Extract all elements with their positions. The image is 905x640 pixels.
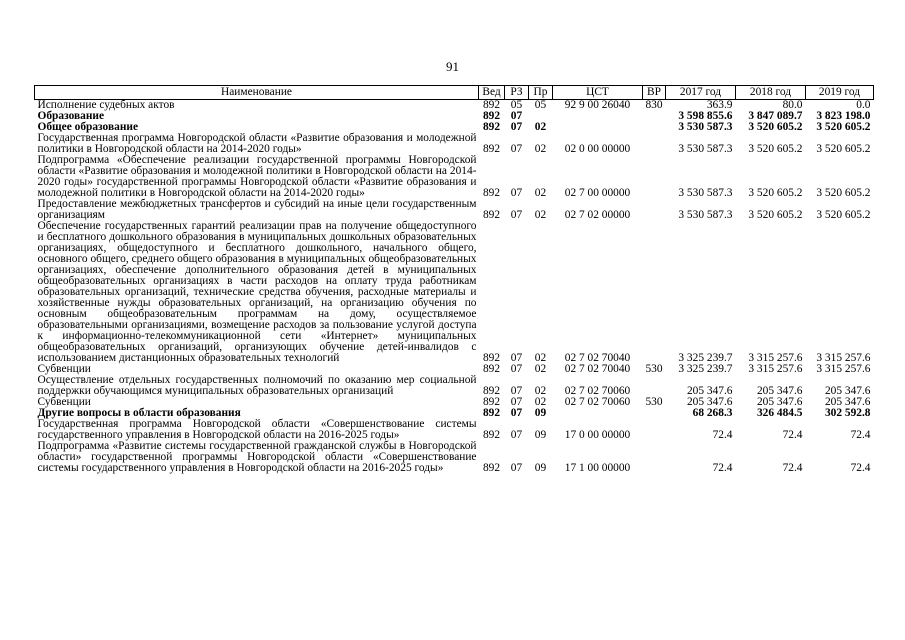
- row-2018: 72.4: [782, 429, 803, 441]
- row-2019: 3 520 605.2: [816, 122, 871, 133]
- row-cst: 92 9 00 26040: [564, 99, 631, 111]
- row-ved: 892: [482, 111, 501, 122]
- page-number: 91: [446, 59, 459, 74]
- row-rz: 07: [510, 122, 523, 133]
- row-2017: 72.4: [712, 429, 733, 441]
- row-2017: 3 530 587.3: [678, 122, 733, 133]
- row-name: Образование: [37, 110, 105, 122]
- row-pr: 02: [534, 364, 547, 375]
- row-2018: 80.0: [782, 99, 803, 111]
- table-row: [35, 441, 874, 474]
- row-cst: 02 7 02 70040: [564, 352, 631, 364]
- row-rz: 07: [510, 364, 523, 375]
- row-pr: 09: [534, 462, 547, 474]
- row-pr: 09: [534, 408, 547, 419]
- row-name: Подпрограмма «Развитие системы государственной гражданской службы в Новгородской области» государственной программы Новгородской области «Совершенствование системы государственного управления в Новгородской области на 2016-2025 годы»: [37, 440, 477, 474]
- row-name: Общее образование: [37, 121, 139, 133]
- table-row: [35, 100, 874, 112]
- row-2019: 0.0: [856, 99, 871, 111]
- row-2017: 3 598 855.6: [678, 111, 733, 122]
- row-2017: 72.4: [712, 462, 733, 474]
- row-vr: [643, 375, 666, 397]
- row-2019: 72.4: [850, 462, 871, 474]
- row-vr: [643, 441, 666, 474]
- row-rz: 07: [510, 209, 523, 221]
- row-rz: 07: [510, 111, 523, 122]
- row-ved: 892: [482, 385, 501, 397]
- table-row: [35, 221, 874, 364]
- row-name: Другие вопросы в области образования: [37, 407, 241, 419]
- row-2018: 205 347.6: [756, 385, 803, 397]
- row-2019: 302 592.8: [824, 408, 871, 419]
- col-header-name: Наименование: [35, 86, 479, 100]
- table-row: [35, 111, 874, 122]
- row-name: Государственная программа Новгородской области «Совершенствование системы государственного управления в Новгородской области на 2016-2025 годы»: [37, 418, 477, 441]
- row-2018: 3 520 605.2: [748, 122, 803, 133]
- row-2018: 205 347.6: [756, 397, 803, 408]
- table-row: [35, 419, 874, 441]
- row-cst: [553, 111, 643, 122]
- row-cst: 17 1 00 00000: [564, 462, 631, 474]
- row-pr: 02: [534, 385, 547, 397]
- row-ved: 892: [482, 364, 501, 375]
- row-rz: 07: [510, 187, 523, 199]
- row-vr: [643, 221, 666, 364]
- row-ved: 892: [482, 99, 501, 111]
- row-name: Субвенции: [37, 363, 91, 375]
- row-vr: [643, 199, 666, 221]
- budget-table: [34, 85, 874, 474]
- row-pr: 02: [534, 397, 547, 408]
- row-2019: 205 347.6: [824, 397, 871, 408]
- row-vr: [643, 122, 666, 133]
- row-cst: 02 7 02 00000: [564, 209, 631, 221]
- row-ved: 892: [482, 462, 501, 474]
- row-ved: 892: [482, 122, 501, 133]
- col-header-2017: 2017 год: [666, 86, 736, 100]
- row-rz: 07: [510, 397, 523, 408]
- row-2018: 3 520 605.2: [748, 209, 803, 221]
- row-pr: 02: [534, 122, 547, 133]
- row-2017: 3 325 239.7: [678, 352, 733, 364]
- row-2017: 3 325 239.7: [678, 364, 733, 375]
- row-name: Государственная программа Новгородской области «Развитие образования и молодежной политики в Новгородской области на 2014-2020 годы»: [37, 132, 477, 155]
- row-vr: 530: [645, 364, 663, 375]
- col-header-2019: 2019 год: [806, 86, 874, 100]
- row-2018: 326 484.5: [756, 408, 803, 419]
- row-vr: [643, 111, 666, 122]
- col-header-rz: РЗ: [505, 86, 529, 100]
- row-cst: 02 7 02 70060: [564, 397, 631, 408]
- table-row: [35, 133, 874, 155]
- row-vr: [643, 408, 666, 419]
- row-name: Осуществление отдельных государственных полномочий по оказанию мер социальной поддержки обучающимся муниципальных образовательных организаций: [37, 374, 477, 397]
- row-2017: 68 268.3: [692, 408, 733, 419]
- row-2017: 3 530 587.3: [678, 209, 733, 221]
- table-header-row: [35, 86, 874, 100]
- row-2018: 3 847 089.7: [748, 111, 803, 122]
- row-rz: 07: [510, 143, 523, 155]
- row-pr: 02: [534, 209, 547, 221]
- row-2017: 3 530 587.3: [678, 187, 733, 199]
- row-pr: [529, 111, 553, 122]
- row-vr: 830: [645, 99, 663, 111]
- row-ved: 892: [482, 397, 501, 408]
- row-2017: 3 530 587.3: [678, 143, 733, 155]
- row-2019: 3 315 257.6: [816, 364, 871, 375]
- row-cst: 02 7 02 70060: [564, 385, 631, 397]
- row-2019: 3 520 605.2: [816, 187, 871, 199]
- row-2018: 72.4: [782, 462, 803, 474]
- row-name: Подпрограмма «Обеспечение реализации государственной программы Новгородской области «Развитие образования и молодежной политики в Новгородской области на 2014-2020 годы» государственной программы Новгородской области «Развитие образования и молодежной политики в Новгородской области на 2014-2020 годы»: [37, 154, 477, 199]
- row-name: Исполнение судебных актов: [37, 99, 175, 111]
- row-pr: 02: [534, 143, 547, 155]
- row-pr: 05: [534, 99, 547, 111]
- row-rz: 07: [510, 385, 523, 397]
- row-name: Предоставление межбюджетных трансфертов и субсидий на иные цели государственным организациям: [37, 198, 477, 221]
- row-ved: 892: [482, 408, 501, 419]
- row-cst: [553, 408, 643, 419]
- row-ved: 892: [482, 143, 501, 155]
- row-cst: [553, 122, 643, 133]
- row-rz: 07: [510, 352, 523, 364]
- col-header-vr: ВР: [643, 86, 666, 100]
- row-pr: 09: [534, 429, 547, 441]
- row-rz: 05: [510, 99, 523, 111]
- row-pr: 02: [534, 352, 547, 364]
- row-2018: 3 520 605.2: [748, 187, 803, 199]
- row-vr: [643, 419, 666, 441]
- row-ved: 892: [482, 429, 501, 441]
- row-2018: 3 315 257.6: [748, 364, 803, 375]
- row-2018: 3 315 257.6: [748, 352, 803, 364]
- row-vr: 530: [645, 397, 663, 408]
- row-2017: 205 347.6: [686, 385, 733, 397]
- col-header-2018: 2018 год: [736, 86, 806, 100]
- row-pr: 02: [534, 187, 547, 199]
- row-ved: 892: [482, 209, 501, 221]
- col-header-pr: Пр: [529, 86, 553, 100]
- table-row: [35, 199, 874, 221]
- row-2019: 3 520 605.2: [816, 143, 871, 155]
- row-vr: [643, 133, 666, 155]
- col-header-ved: Вед: [479, 86, 505, 100]
- row-name: Субвенции: [37, 396, 91, 408]
- col-header-cst: ЦСТ: [553, 86, 643, 100]
- row-2019: 205 347.6: [824, 385, 871, 397]
- row-rz: 07: [510, 462, 523, 474]
- row-2019: 72.4: [850, 429, 871, 441]
- row-vr: [643, 155, 666, 199]
- row-cst: 02 0 00 00000: [564, 143, 631, 155]
- row-2019: 3 823 198.0: [816, 111, 871, 122]
- row-cst: 02 7 00 00000: [564, 187, 631, 199]
- row-2018: 3 520 605.2: [748, 143, 803, 155]
- row-rz: 07: [510, 429, 523, 441]
- row-name: Обеспечение государственных гарантий реализации прав на получение общедоступного и бесплатного дошкольного образования в муниципальных дошкольных образовательных организациях, общедоступного и бесплатного дошкольного, начального общего, основного общего, среднего общего образования в муниципальных общеобразовательных организациях, обеспечение дополнительного образования детей в муниципальных общеобразовательных организациях в части расходов на оплату труда работникам образовательных организаций, технические средства обучения, расходные материалы и хозяйственные нужды образовательных организаций, на организацию обучения по основным общеобразовательным программам на дому, осуществляемое образовательными организациями, возмещение расходов за пользование услугой доступа к информационно-телекоммуникационной сети «Интернет» муниципальных общеобразовательных организаций, организующих обучение детей-инвалидов с использованием дистанционных образовательных технологий: [37, 220, 477, 364]
- table-row: [35, 375, 874, 397]
- row-rz: 07: [510, 408, 523, 419]
- row-2017: 205 347.6: [686, 397, 733, 408]
- row-2017: 363.9: [706, 99, 733, 111]
- row-cst: 17 0 00 00000: [564, 429, 631, 441]
- row-2019: 3 520 605.2: [816, 209, 871, 221]
- row-ved: 892: [482, 187, 501, 199]
- table-row: [35, 155, 874, 199]
- row-ved: 892: [482, 352, 501, 364]
- row-cst: 02 7 02 70040: [564, 364, 631, 375]
- row-2019: 3 315 257.6: [816, 352, 871, 364]
